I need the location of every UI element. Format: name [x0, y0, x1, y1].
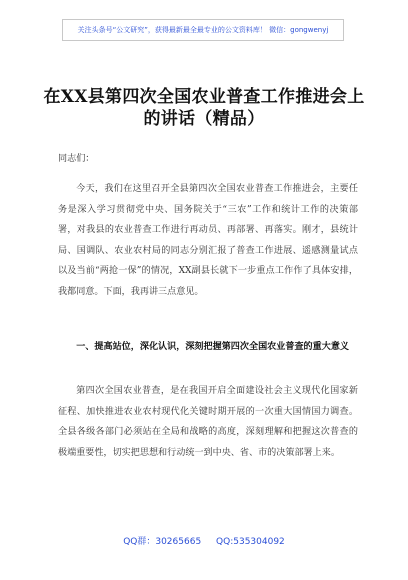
footer-qq-contact: QQ:535304092	[216, 537, 285, 547]
footer-qq-group: QQ群：30265665	[123, 537, 202, 547]
paragraph-2: 第四次全国农业普查，是在我国开启全面建设社会主义现代化国家新征程、加快推进农业农村现代化关键时期开展的一次重大国情国力调查。全县各级各部门必须站在全局和战略的高度，深刻理解和把握这次普查的极端重要性，切实把思想和行动统一到中央、省、市的决策部署上来。	[58, 386, 358, 458]
section-heading-1: 一、提高站位，深化认识，深刻把握第四次全国农业普查的重大意义	[76, 341, 350, 352]
footer	[0, 534, 408, 547]
salutation: 同志们：	[58, 154, 95, 164]
document-title: 在XX县第四次全国农业普查工作推进会上的讲话（精品）	[43, 87, 365, 129]
header-banner: 关注头条号“公文研究”，获得最新最全最专业的公文资料库！ 微信：gongwenyj	[62, 19, 344, 41]
paragraph-1: 今天，我们在这里召开全县第四次全国农业普查工作推进会，主要任务是深入学习贯彻党中央、国务院关于“三农”工作和统计工作的决策部署，对我县的农业普查工作进行再动员、再部署、再落实。刚才，县统计局、国调队、农业农村局的同志分别汇报了普查工作进展、遥感测量试点以及当前“两抢一保”的情况，XX副县长就下一步重点工作作了具体安排，我都同意。下面，我再讲三点意见。	[58, 184, 358, 297]
